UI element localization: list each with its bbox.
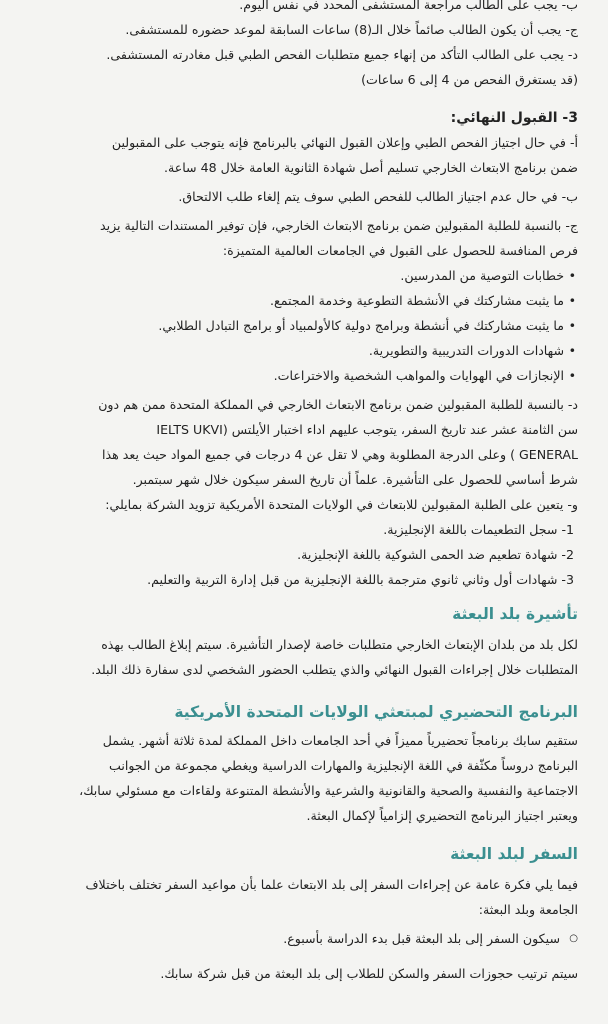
prep-line3: الاجتماعية والنفسية والصحية والقانونية والشرعية والأنشطة المتنوعة ولقاءات مع مسئولي سابك، (79, 783, 578, 798)
visa-line1: لكل بلد من بلدان الإبتعاث الخارجي متطلبات خاصة لإصدار التأشيرة. سيتم إبلاغ الطالب بهذه (101, 637, 578, 652)
fa-a-line1: أ- في حال اجتياز الفحص الطبي وإعلان القبول النهائي بالبرنامج فإنه يتوجب على المقبولين (111, 135, 578, 150)
list-item: • ما يثبت مشاركتك في الأنشطة التطوعية وخدمة المجتمع. (14, 288, 564, 313)
fa-d-line1: د- بالنسبة للطلبة المقبولين ضمن برنامج الابتعاث الخارجي في المملكة المتحدة ممن هم دون (98, 397, 578, 412)
item-d-line1: د- يجب على الطالب التأكد من إنهاء جميع متطلبات الفحص الطبي قبل مغادرته المستشفى. (106, 47, 578, 62)
travel-heading: السفر لبلد البعثة (450, 845, 578, 863)
prep-heading: البرنامج التحضيري لمبتعثي الولايات المتحدة الأمريكية (174, 703, 578, 721)
fa-w: و- يتعين على الطلبة المقبولين للابتعاث في الولايات المتحدة الأمريكية تزويد الشركة بمايلي: (105, 497, 578, 512)
fa-j-line1: ج- بالنسبة للطلبة المقبولين ضمن برنامج الابتعاث الخارجي، فإن توفير المستندات التالية يزيد (99, 218, 578, 233)
medical-exam-items (14, 0, 578, 92)
list-item: • شهادات الدورات التدريبية والتطويرية. (14, 338, 564, 363)
travel-line2: الجامعة وبلد البعثة: (478, 902, 578, 917)
fa-d-line2: سن الثامنة عشر عند تاريخ السفر، يتوجب عليهم اداء اختبار الأيلتس (IELTS UKVI (156, 422, 578, 437)
final-acceptance-heading: 3- القبول النهائي: (450, 110, 578, 126)
prep-program-section (14, 700, 578, 828)
list-item: • الإنجازات في الهوايات والمواهب الشخصية والاختراعات. (14, 363, 564, 388)
fa-b: ب- في حال عدم اجتياز الطالب للفحص الطبي سوف يتم إلغاء طلب الالتحاق. (178, 189, 578, 204)
visa-heading: تأشيرة بلد البعثة (452, 605, 578, 623)
visa-line2: المتطلبات خلال إجراءات القبول النهائي والذي يتطلب الحضور الشخصي لدى سفارة ذلك البلد. (91, 662, 578, 677)
prep-line2: البرنامج دروساً مكثّفة في اللغة الإنجليزية والمهارات الدراسية ويغطي مجموعة من الجوانب (109, 758, 578, 773)
travel-line1: فيما يلي فكرة عامة عن إجراءات السفر إلى بلد الابتعاث علما بأن مواعيد السفر تختلف باختلاف (85, 877, 578, 892)
list-item: 3- شهادات أول وثاني ثانوي مترجمة باللغة الإنجليزية من قبل إدارة التربية والتعليم. (147, 572, 574, 587)
prep-line1: ستقيم سابك برنامجاً تحضيرياً مميزاً في أحد الجامعات داخل المملكة لمدة ثلاثة أشهر. يشمل (102, 733, 578, 748)
item-b: ب- يجب على الطالب مراجعة المستشفى المحدد في نفس اليوم. (239, 0, 578, 12)
fa-d-line4: شرط أساسي للحصول على التأشيرة. علماً أن تاريخ السفر سيكون خلال شهر سبتمبر. (132, 472, 578, 487)
list-item: • خطابات التوصية من المدرسين. (14, 263, 564, 288)
fa-d-line3: GENERAL ) وعلى الدرجة المطلوبة وهي لا تقل عن 4 درجات في جميع المواد حيث يعد هذا (102, 447, 578, 462)
item-d-line2: (قد يستغرق الفحص من 4 إلى 6 ساعات) (361, 72, 578, 87)
travel-item: ○ سيكون السفر إلى بلد البعثة قبل بدء الدراسة بأسبوع. (14, 926, 578, 951)
list-item: 2- شهادة تطعيم ضد الحمى الشوكية باللغة الإنجليزية. (297, 547, 574, 562)
prep-line4: ويعتبر اجتياز البرنامج التحضيري إلزامياً لإكمال البعثة. (306, 808, 578, 823)
fa-a-line2: ضمن برنامج الابتعاث الخارجي تسليم أصل شهادة الثانوية العامة خلال 48 ساعة. (163, 160, 578, 175)
travel-last: سيتم ترتيب حجوزات السفر والسكن للطلاب إلى بلد البعثة من قبل شركة سابك. (160, 966, 578, 981)
fa-j-line2: فرص المنافسة للحصول على القبول في الجامعات العالمية المتميزة: (222, 243, 578, 258)
final-acceptance-section (14, 106, 578, 592)
visa-section (14, 602, 578, 682)
usa-requirements-list (14, 517, 578, 592)
travel-section (14, 842, 578, 986)
list-item: • ما يثبت مشاركتك في أنشطة وبرامج دولية كالأولمبياد أو برامج التبادل الطلابي. (14, 313, 564, 338)
item-j: ج- يجب أن يكون الطالب صائماً خلال الـ(8) ساعات السابقة لموعد حضوره للمستشفى. (125, 22, 578, 37)
documents-list (14, 263, 578, 388)
list-item: 1- سجل التطعيمات باللغة الإنجليزية. (383, 522, 574, 537)
